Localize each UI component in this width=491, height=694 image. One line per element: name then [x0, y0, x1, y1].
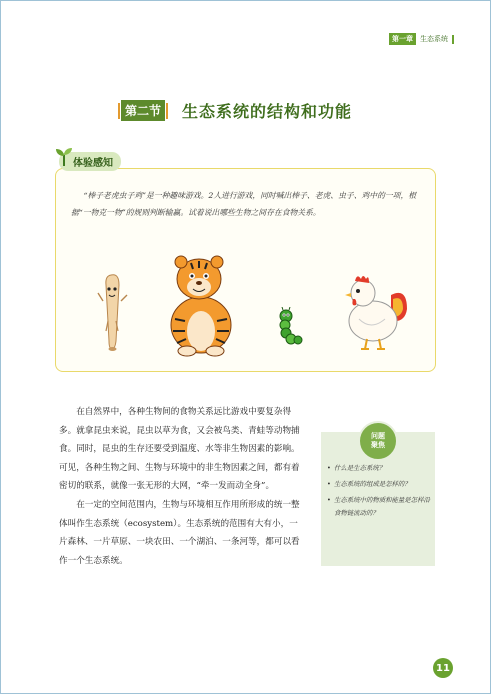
- rooster-icon: [341, 273, 411, 353]
- section-title: 生态系统的结构和功能: [182, 102, 353, 121]
- section-label: 第二节: [121, 100, 165, 121]
- sprout-icon: [53, 146, 75, 168]
- body-paragraph-1: 在自然界中，各种生物间的食物关系远比游戏中要复杂得多。就拿昆虫来说，昆虫以草为食，又会被鸟类、青蛙等动物捕食。同时，昆虫的生存还要受到温度、水等非生物因素的影响。可见，各种生物之间、生物与环境中的非生物因素之间，都有着密切的联系，就像一张无形的大网，“牵一发而动全身”。: [59, 407, 300, 492]
- question-item: • 什么是生态系统？: [327, 462, 433, 475]
- question-item: • 生态系统的组成是怎样的？: [327, 478, 433, 491]
- tiger-icon: [161, 251, 237, 357]
- badge-bottom-text: 聚焦: [371, 441, 385, 449]
- experience-label-text: 体验感知: [59, 152, 121, 171]
- chapter-tag: [389, 33, 454, 45]
- experience-label: [59, 152, 121, 171]
- chapter-bar: [452, 35, 454, 44]
- body-paragraph-2: 在一定的空间范围内，生物与环境相互作用所形成的统一整体叫作生态系统（ecosystem）。生态系统的范围有大有小，一片森林、一片草原、一块农田、一个湖泊、一条河等，都可以看作一个生态系统。: [59, 499, 300, 566]
- page-number: 11: [433, 658, 453, 678]
- question-item: • 生态系统中的物质和能量是怎样沿食物链流动的？: [327, 494, 433, 520]
- section-heading: [118, 99, 352, 122]
- badge-top-text: 问题: [371, 432, 385, 440]
- experience-text: “棒子老虎虫子鸡”是一种趣味游戏。2人进行游戏，同时喊出棒子、老虎、虫子、鸡中的一项，根据“一物克一物”的规则判断输赢。试着说出哪些生物之间存在食物关系。: [71, 191, 417, 217]
- chapter-chip: 第一章: [389, 33, 416, 45]
- caterpillar-icon: [277, 307, 303, 347]
- heading-bracket-left: [118, 103, 120, 119]
- chapter-name: 生态系统: [420, 35, 448, 43]
- heading-bracket-right: [166, 103, 168, 119]
- question-badge: [358, 421, 398, 461]
- bat-icon: [97, 271, 129, 353]
- question-list: [327, 462, 433, 523]
- body-text: [59, 403, 305, 570]
